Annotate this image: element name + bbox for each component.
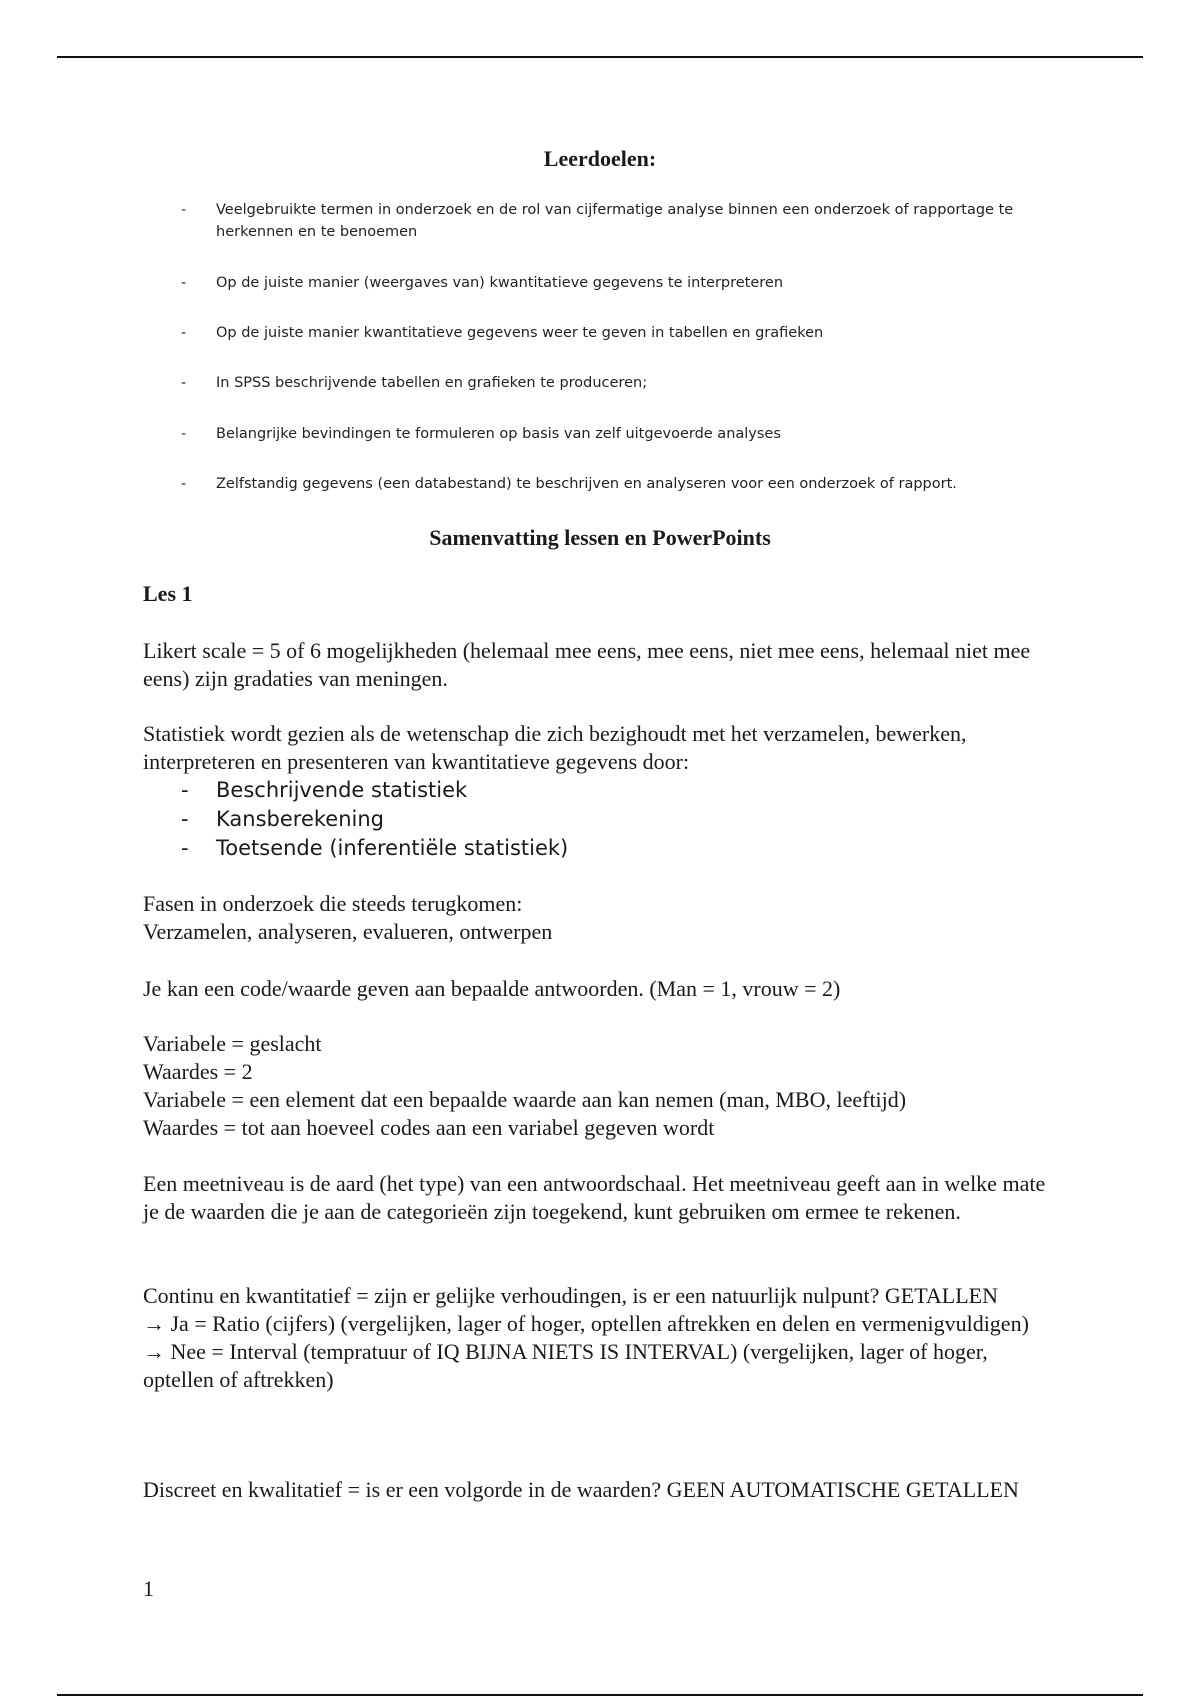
header-rule: [57, 56, 1143, 58]
list-item: - Beschrijvende statistiek: [181, 778, 468, 802]
goal-item: - Op de juiste manier (weergaves van) kwantitatieve gegevens te interpreteren: [181, 272, 1061, 294]
list-item-text: Kansberekening: [216, 807, 384, 831]
list-item-text: Beschrijvende statistiek: [216, 778, 468, 802]
list-item: - Toetsende (inferentiële statistiek): [181, 836, 569, 860]
continu-ja-line: → Ja = Ratio (cijfers) (vergelijken, lager of hoger, optellen aftrekken en delen en vermenigvuldigen): [143, 1311, 1029, 1336]
goal-text: Belangrijke bevindingen te formuleren op basis van zelf uitgevoerde analyses: [216, 426, 781, 442]
paragraph-variabele: [143, 1030, 1063, 1142]
fasen-line: Verzamelen, analyseren, evalueren, ontwerpen: [143, 919, 553, 944]
goal-item: - In SPSS beschrijvende tabellen en grafieken te produceren;: [181, 372, 1061, 394]
variable-line: Waardes = 2: [143, 1059, 253, 1084]
page-number: 1: [143, 1576, 154, 1601]
goal-text: Zelfstandig gegevens (een databestand) te beschrijven en analyseren voor een onderzoek of rapport.: [216, 476, 957, 492]
goal-text: Veelgebruikte termen in onderzoek en de rol van cijfermatige analyse binnen een onderzoek of rapportage te herkennen en te benoemen: [216, 202, 1014, 240]
summary-title: Samenvatting lessen en PowerPoints: [429, 525, 771, 550]
goal-item: - Zelfstandig gegevens (een databestand) te beschrijven en analyseren voor een onderzoek of rapport.: [181, 473, 1061, 495]
variable-line: Waardes = tot aan hoeveel codes aan een variabel gegeven wordt: [143, 1115, 715, 1140]
goal-item: - Veelgebruikte termen in onderzoek en de rol van cijfermatige analyse binnen een onderzoek of rapportage te herkennen en te benoemen: [181, 199, 1061, 243]
goal-item: - Belangrijke bevindingen te formuleren op basis van zelf uitgevoerde analyses: [181, 423, 1061, 445]
page-title: Leerdoelen:: [543, 146, 657, 171]
paragraph-continu: [143, 1282, 1063, 1394]
fasen-line: Fasen in onderzoek die steeds terugkomen:: [143, 891, 523, 916]
variable-line: Variabele = geslacht: [143, 1031, 322, 1056]
paragraph-code: Je kan een code/waarde geven aan bepaalde antwoorden. (Man = 1, vrouw = 2): [143, 976, 841, 1001]
paragraph-statistiek: Statistiek wordt gezien als de wetenschap die zich bezighoudt met het verzamelen, bewerken, interpreteren en presenteren van kwantitatieve gegevens door:: [143, 721, 967, 774]
goal-text: Op de juiste manier kwantitatieve gegevens weer te geven in tabellen en grafieken: [216, 325, 824, 341]
paragraph-discreet: Discreet en kwalitatief = is er een volgorde in de waarden? GEEN AUTOMATISCHE GETALLEN: [143, 1477, 1019, 1502]
goal-text: Op de juiste manier (weergaves van) kwantitatieve gegevens te interpreteren: [216, 275, 784, 291]
continu-nee-line: → Nee = Interval (tempratuur of IQ BIJNA NIETS IS INTERVAL) (vergelijken, lager of hoger, optellen of aftrekken): [143, 1339, 988, 1392]
paragraph-likert: Likert scale = 5 of 6 mogelijkheden (helemaal mee eens, mee eens, niet mee eens, helemaal niet mee eens) zijn gradaties van meningen.: [143, 638, 1031, 691]
variable-line: Variabele = een element dat een bepaalde waarde aan kan nemen (man, MBO, leeftijd): [143, 1087, 907, 1112]
goal-item: - Op de juiste manier kwantitatieve gegevens weer te geven in tabellen en grafieken: [181, 322, 1061, 344]
list-item-text: Toetsende (inferentiële statistiek): [216, 836, 569, 860]
paragraph-meetniveau: Een meetniveau is de aard (het type) van een antwoordschaal. Het meetniveau geeft aan in welke mate je de waarden die je aan de categorieën zijn toegekend, kunt gebruiken om ermee te rekenen.: [143, 1171, 1046, 1224]
footer-rule: [57, 1694, 1143, 1696]
statistics-list: [181, 776, 981, 863]
list-item: - Kansberekening: [181, 807, 384, 831]
goal-text: In SPSS beschrijvende tabellen en grafieken te produceren;: [216, 375, 648, 391]
paragraph-fasen: [143, 890, 1063, 946]
lesson-title: Les 1: [143, 581, 193, 606]
continu-line: Continu en kwantitatief = zijn er gelijke verhoudingen, is er een natuurlijk nulpunt? GETALLEN: [143, 1283, 998, 1308]
